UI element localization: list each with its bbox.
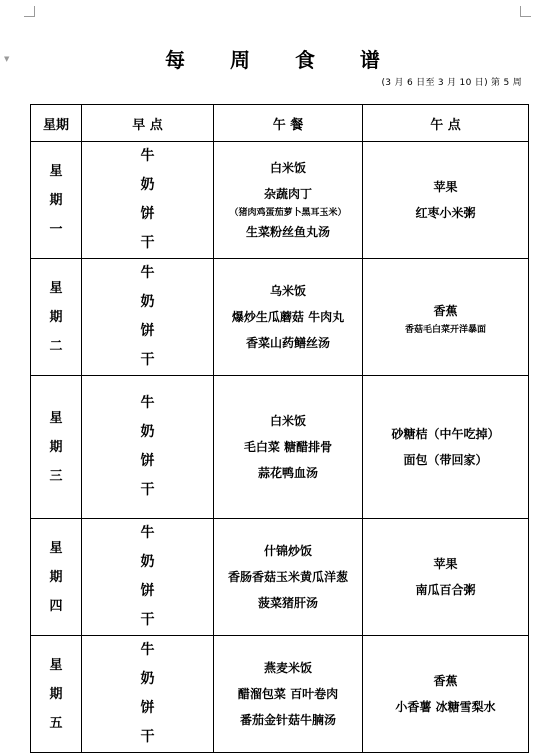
lunch-item: 白米饭	[269, 161, 306, 175]
breakfast-item: 饼 干	[140, 323, 181, 368]
weekday-char: 期	[49, 439, 63, 455]
lunch-item: 蒜花鸭血汤	[257, 466, 318, 480]
lunch-item: 燕麦米饭	[263, 661, 312, 675]
snack-item: 南瓜百合粥	[415, 583, 476, 597]
menu-row	[31, 259, 529, 376]
breakfast-item: 牛 奶	[140, 265, 181, 310]
lunch-cell	[214, 376, 363, 519]
weekday-char: 期	[49, 686, 63, 702]
breakfast-cell	[82, 376, 214, 519]
snack-item: 苹果	[433, 180, 458, 194]
lunch-item: 什锦炒饭	[263, 544, 312, 558]
header-weekday: 星期	[31, 105, 82, 142]
lunch-item: 白米饭	[269, 414, 306, 428]
weekday-char: 三	[49, 468, 63, 484]
weekday-char: 星	[49, 540, 63, 556]
weekday-char: 星	[49, 410, 63, 426]
weekday-char: 期	[49, 309, 63, 325]
breakfast-item: 饼 干	[140, 206, 181, 251]
lunch-item: 生菜粉丝鱼丸汤	[245, 225, 330, 239]
lunch-cell	[214, 519, 363, 636]
breakfast-item: 牛 奶	[140, 395, 181, 440]
breakfast-cell	[82, 259, 214, 376]
lunch-item: 菠菜猪肝汤	[257, 596, 318, 610]
breakfast-item: 牛 奶	[140, 642, 181, 687]
lunch-item: 番茄金针菇牛腩汤	[239, 713, 336, 727]
margin-arrow-icon: ▼	[4, 55, 10, 63]
weekday-char: 期	[49, 569, 63, 585]
header-lunch: 午 餐	[214, 105, 363, 142]
weekday-char: 一	[49, 221, 63, 237]
snack-item: 苹果	[433, 557, 458, 571]
header-breakfast: 早 点	[82, 105, 214, 142]
breakfast-item: 牛 奶	[140, 525, 181, 570]
snack-item: 砂糖桔（中午吃掉）	[391, 427, 500, 441]
afternoon-snack-cell	[363, 376, 529, 519]
header-afternoon-snack: 午 点	[363, 105, 529, 142]
breakfast-cell	[82, 142, 214, 259]
weekday-cell	[31, 376, 82, 519]
weekly-menu-table	[30, 104, 529, 753]
snack-item: 红枣小米粥	[415, 206, 476, 220]
menu-row	[31, 636, 529, 753]
snack-item: 小香薯 冰糖雪梨水	[395, 700, 496, 714]
header-row	[31, 105, 529, 142]
snack-item: 面包（带回家）	[403, 453, 488, 467]
margin-corner-top-right	[520, 6, 531, 17]
weekday-cell	[31, 519, 82, 636]
page-title: 每 周 食 谱	[165, 48, 399, 72]
menu-row	[31, 376, 529, 519]
breakfast-item: 牛 奶	[140, 148, 181, 193]
margin-corner-top-left	[24, 6, 35, 17]
lunch-item: 醋溜包菜 百叶卷肉	[237, 687, 339, 701]
lunch-item: （猪肉鸡蛋茄萝卜黑耳玉米）	[229, 208, 347, 218]
lunch-item: 香菜山药鳝丝汤	[245, 336, 330, 350]
weekday-char: 星	[49, 280, 63, 296]
snack-item: 香菇毛白菜开洋暴面	[404, 325, 486, 335]
weekday-char: 四	[49, 598, 63, 614]
weekday-char: 期	[49, 192, 63, 208]
date-range-note: (3 月 6 日至 3 月 10 日) 第 5 周	[381, 78, 522, 88]
afternoon-snack-cell	[363, 636, 529, 753]
lunch-item: 爆炒生瓜蘑菇 牛肉丸	[231, 310, 345, 324]
weekday-char: 星	[49, 657, 63, 673]
afternoon-snack-cell	[363, 519, 529, 636]
snack-item: 香蕉	[433, 674, 458, 688]
menu-row	[31, 142, 529, 259]
snack-item: 香蕉	[433, 304, 458, 318]
weekday-char: 二	[49, 338, 63, 354]
lunch-cell	[214, 636, 363, 753]
afternoon-snack-cell	[363, 259, 529, 376]
weekday-cell	[31, 636, 82, 753]
lunch-item: 毛白菜 糖醋排骨	[243, 440, 333, 454]
weekday-cell	[31, 142, 82, 259]
breakfast-item: 饼 干	[140, 453, 181, 498]
breakfast-item: 饼 干	[140, 700, 181, 745]
lunch-cell	[214, 259, 363, 376]
weekday-char: 五	[49, 715, 63, 731]
weekday-char: 星	[49, 163, 63, 179]
lunch-item: 乌米饭	[269, 284, 306, 298]
breakfast-cell	[82, 636, 214, 753]
afternoon-snack-cell	[363, 142, 529, 259]
menu-row	[31, 519, 529, 636]
breakfast-item: 饼 干	[140, 583, 181, 628]
weekday-cell	[31, 259, 82, 376]
lunch-item: 杂蔬肉丁	[263, 187, 312, 201]
lunch-cell	[214, 142, 363, 259]
breakfast-cell	[82, 519, 214, 636]
lunch-item: 香肠香菇玉米黄瓜洋葱	[227, 570, 348, 584]
